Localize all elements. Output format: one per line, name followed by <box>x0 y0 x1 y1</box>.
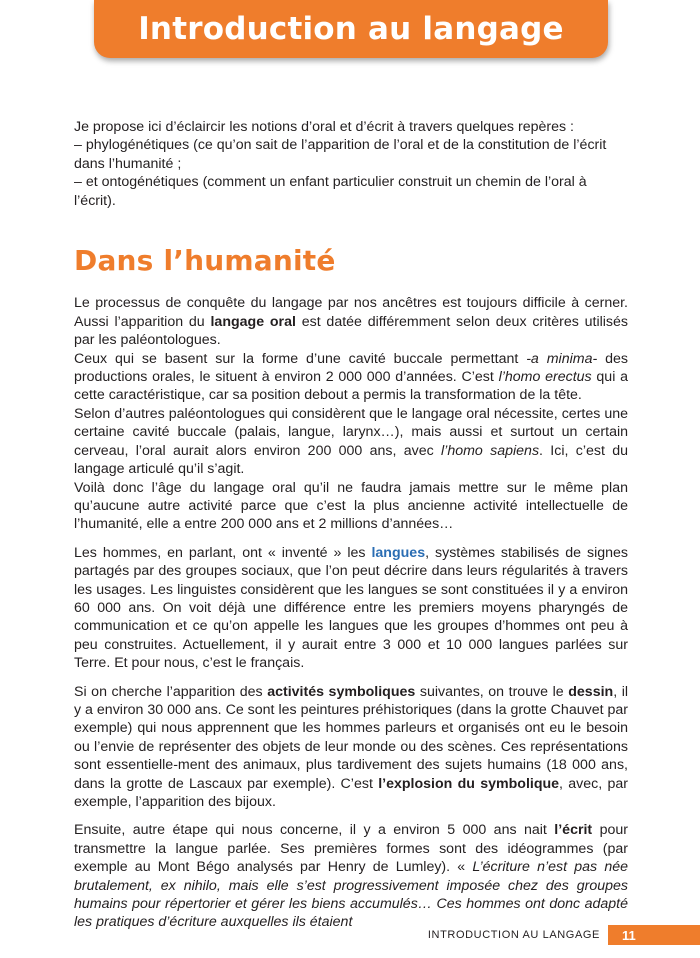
paragraph-group-1 <box>74 294 628 533</box>
italic-text: -a minima- <box>526 350 598 367</box>
paragraph <box>74 544 628 673</box>
keyword: langage oral <box>210 313 296 330</box>
page-body <box>74 118 628 942</box>
text: Le processus de conquête du langage par nos ancêtres est toujours difficile à cerner. Aussi l’apparition du <box>74 295 628 330</box>
text: Ceux qui se basent sur la forme d’une cavité buccale permettant <box>74 350 527 367</box>
keyword: activités symboliques <box>267 683 416 700</box>
text: des productions orales, le situent à environ 2 000 000 d’années. C’est <box>74 350 628 386</box>
intro-line: – et ontogénétiques (comment un enfant particulier construit un chemin de l’oral à l’écrit). <box>74 174 587 209</box>
paragraph <box>74 405 628 479</box>
intro-line: Je propose ici d’éclaircir les notions d’oral et d’écrit à travers quelques repères : <box>74 119 574 135</box>
paragraph <box>74 683 628 812</box>
paragraph <box>74 821 628 931</box>
intro-block <box>74 118 628 210</box>
italic-text: l’homo sapiens <box>441 442 540 459</box>
text: , avec, par exemple, l’apparition des bijoux. <box>74 775 628 810</box>
chapter-title: Introduction au langage <box>138 11 564 47</box>
chapter-title-banner <box>94 0 608 58</box>
text: suivantes, on trouve le <box>415 683 569 700</box>
text: qui a cette caractéristique, car sa position debout a permis la transformation de la tête. <box>74 369 628 404</box>
intro-line: – phylogénétiques (ce qu’on sait de l’apparition de l’oral et de la constitution de l’écrit dans l’humanité ; <box>74 137 607 172</box>
running-title: INTRODUCTION AU LANGAGE <box>427 929 600 941</box>
paragraph <box>74 350 628 405</box>
keyword-highlight: langues <box>371 544 426 561</box>
section-title: Dans l’humanité <box>74 244 336 278</box>
paragraph-group-4 <box>74 821 628 931</box>
text: est datée différemment selon deux critères utilisés par les paléontologues. <box>74 313 629 349</box>
page-footer <box>428 925 700 945</box>
text: , il y a environ 30 000 ans. Ce sont les peintures préhistoriques (dans la grotte Chauvet par exemple) qui nous apprennent que les hommes parleurs et organisés ont eu le besoin ou l’envie de représenter des objets de leur monde ou des scènes. Ces représentations sont essentielle-ment des animaux, plus tardivement des sujets humains (18 000 ans, dans la grotte de Lascaux par exemple). C’est <box>74 683 629 792</box>
text: pour transmettre la langue parlée. Ses premières formes sont des idéogrammes (par exemple au Mont Bégo analysés par Henry de Lumley). « <box>74 822 628 876</box>
paragraph-group-2 <box>74 544 628 673</box>
keyword: dessin <box>568 683 614 700</box>
text: Selon d’autres paléontologues qui considèrent que le langage oral nécessite, certes une certaine cavité buccale (palais, langue, larynx…), mais aussi et surtout un certain cerveau, l’oral aurait alors environ 200 000 ans, avec <box>74 405 628 459</box>
text: . Ici, c’est du langage articulé qu’il s’agit. <box>74 442 628 478</box>
page-number-box <box>608 925 700 945</box>
paragraph-group-3 <box>74 683 628 812</box>
italic-text: l’homo erectus <box>498 369 592 386</box>
paragraph <box>74 479 628 534</box>
text: Voilà donc l’âge du langage oral qu’il ne faudra jamais mettre sur le même plan qu’aucune autre activité parce que c’est la plus ancienne activité intellectuelle de l’humanité, elle a entre 200 000 ans et 2 millions d’années… <box>74 479 628 533</box>
text: Ensuite, autre étape qui nous concerne, il y a environ 5 000 ans nait <box>74 822 555 839</box>
keyword: l’explosion du symbolique <box>378 775 560 792</box>
page-number: 11 <box>622 927 636 943</box>
text: Les hommes, en parlant, ont « inventé » les <box>74 544 372 561</box>
text: , systèmes stabilisés de signes partagés par des groupes sociaux, que l’on peut décrire dans leurs régularités à travers les usages. Les linguistes considèrent que les langues se sont constituées il y a environ 60 000 ans. On voit déjà une différence entre les premiers moyens pharyngés de communication et ce qu’on appelle les langues que les groupes d’hommes ont peu à peu construites. Actuellement, il y aurait entre 3 000 et 10 000 langues parlées sur Terre. Et pour nous, c’est le français. <box>74 544 628 672</box>
keyword: l’écrit <box>554 822 593 839</box>
italic-quote: L’écriture n’est pas née brutalement, ex nihilo, mais elle s’est progressivement imposée chez des groupes humains pour répertorier et gérer les biens accumulés… Ces hommes ont donc adapté les pratiques d’écriture auxquelles ils étaient <box>74 859 628 931</box>
paragraph <box>74 294 628 349</box>
text: Si on cherche l’apparition des <box>74 683 268 700</box>
